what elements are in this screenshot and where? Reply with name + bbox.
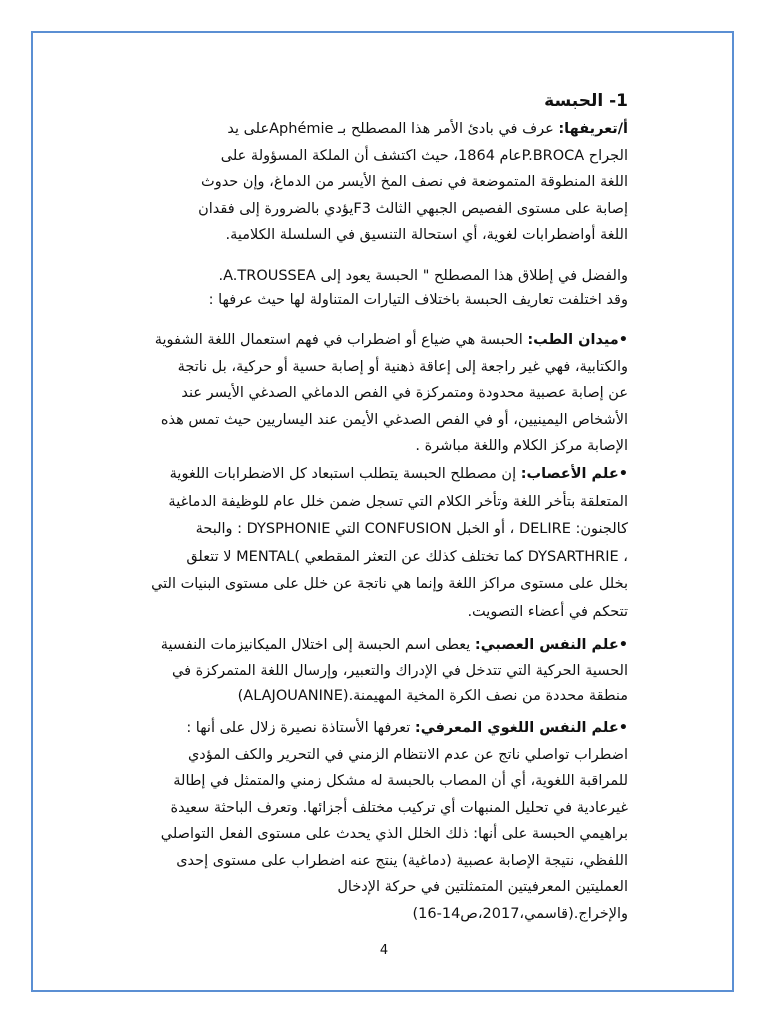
medicine-line-2: والكتابية، فهي غير راجعة إلى إعاقة ذهنية أو إصابة حسية أو حركية، بل ناتجة bbox=[177, 358, 628, 375]
neurology-line-2: المتعلقة بتأخر اللغة وتأخر الكلام التي تسجل ضمن خلل عام للوظيفة الدماغية bbox=[168, 493, 628, 510]
cognitive-paragraph bbox=[122, 715, 628, 927]
cognitive-line-8: والإخراج.(قاسمي،2017،ص14-16) bbox=[412, 905, 628, 922]
cognitive-line-6: اللفظي، نتيجة الإصابة عصبية (دماغية) ينتج عنه اضطراب على مستوى إحدى bbox=[176, 852, 628, 869]
medicine-line-3: عن إصابة عصبية محدودة ومتمركزة في الفص الدماغي الصدغي الأيسر عند bbox=[181, 385, 628, 401]
definition-paragraph bbox=[122, 116, 628, 249]
cognitive-text-1: تعرفها الأستاذة نصيرة زلال على أنها : bbox=[186, 720, 415, 736]
medicine-text-1: الحبسة هي ضياع أو اضطراب في فهم استعمال اللغة الشفوية bbox=[154, 332, 528, 348]
neuropsychology-line-1 bbox=[122, 633, 628, 659]
definition-line-3: اللغة المنطوقة المتموضعة في نصف المخ الأيسر من الدماغ، وإن حدوث bbox=[201, 174, 628, 190]
neurology-line-5: بخلل على مستوى مراكز اللغة وإنما هي ناتجة عن خلل على مستوى البنيات التي bbox=[151, 576, 628, 592]
section-title: 1- الحبسة bbox=[544, 91, 628, 111]
neurology-line-6: تتحكم في أعضاء التصويت. bbox=[467, 603, 628, 620]
neuropsychology-lead: •علم النفس العصبي: bbox=[474, 637, 628, 653]
cognitive-line-3: للمراقبة اللغوية، أي أن المصاب بالحبسة له مشكل زمني والمتمثل في إطالة bbox=[173, 773, 628, 789]
cognitive-line-5: براهيمي الحبسة على أنها: ذلك الخلل الذي يحدث على مستوى الفعل التواصلي bbox=[160, 826, 628, 842]
origin-line-1: والفضل في إطلاق هذا المصطلح " الحبسة يعود إلى A.TROUSSEA. bbox=[218, 268, 628, 284]
medicine-line-4: الأشخاص اليمينيين، أو في الفص الصدغي الأيمن عند اليساريين حيث تمس هذه bbox=[160, 411, 628, 428]
neuropsychology-line-3: منطقة محددة من نصف الكرة المخية المهيمنة.(ALAJOUANINE) bbox=[237, 688, 628, 704]
neurology-lead: •علم الأعصاب: bbox=[520, 466, 628, 482]
neurology-text-1: إن مصطلح الحبسة يتطلب استبعاد كل الاضطرابات اللغوية bbox=[169, 466, 521, 482]
medicine-line-1 bbox=[122, 327, 628, 354]
neurology-paragraph bbox=[122, 461, 628, 626]
neuropsychology-line-2: الحسية الحركية التي تتدخل في الإدراك والتعبير، وإرسال اللغة المتمركزة في bbox=[172, 662, 628, 679]
cognitive-line-7: العمليتين المعرفيتين المتمثلتين في حركة الإدخال bbox=[337, 879, 628, 895]
medicine-lead: •ميدان الطب: bbox=[527, 332, 628, 348]
neuropsychology-text-1: يعطى اسم الحبسة إلى اختلال الميكانيزمات النفسية bbox=[160, 637, 475, 653]
origin-line-2: وقد اختلفت تعاريف الحبسة باختلاف التيارات المتناولة لها حيث عرفها : bbox=[208, 292, 628, 308]
cognitive-line-1 bbox=[122, 715, 628, 742]
cognitive-line-4: غيرعادية في تحليل المنبهات أي تركيب مختلف أجزائها. وتعرف الباحثة سعيدة bbox=[170, 799, 628, 816]
definition-text-1: عرف في بادئ الأمر هذا المصطلح بـ Aphémieعلى يد bbox=[227, 121, 559, 137]
cognitive-lead: •علم النفس اللغوي المعرفي: bbox=[414, 720, 628, 736]
definition-line-5: اللغة أواضطرابات لغوية، أي استحالة التنسيق في السلسلة الكلامية. bbox=[225, 227, 628, 243]
medicine-paragraph bbox=[122, 327, 628, 460]
medicine-line-5: الإصابة مركز الكلام واللغة مباشرة . bbox=[415, 438, 628, 454]
neurology-line-3: كالجنون: DELIRE ، أو الخبل CONFUSION التي DYSPHONIE : والبحة bbox=[195, 521, 628, 537]
definition-line-2: الجراح P.BROCAعام 1864، حيث اكتشف أن الملكة المسؤولة على bbox=[220, 147, 628, 164]
page-number: 4 bbox=[379, 943, 389, 958]
neurology-line-1 bbox=[122, 461, 628, 489]
neurology-line-4: ، DYSARTHRIE كما تختلف كذلك عن التعثر المقطعي )MENTAL لا تتعلق bbox=[186, 548, 628, 565]
definition-line-1 bbox=[122, 116, 628, 143]
neuropsychology-paragraph bbox=[122, 633, 628, 710]
definition-lead: أ/تعريفها: bbox=[558, 121, 628, 137]
definition-line-4: إصابة على مستوى الفصيص الجبهي الثالث F3يؤدي بالضرورة إلى فقدان bbox=[198, 200, 628, 217]
origin-paragraph bbox=[122, 264, 628, 312]
cognitive-line-2: اضطراب تواصلي ناتج عن عدم الانتظام الزمني في التحرير والكف المؤدي bbox=[187, 746, 628, 763]
